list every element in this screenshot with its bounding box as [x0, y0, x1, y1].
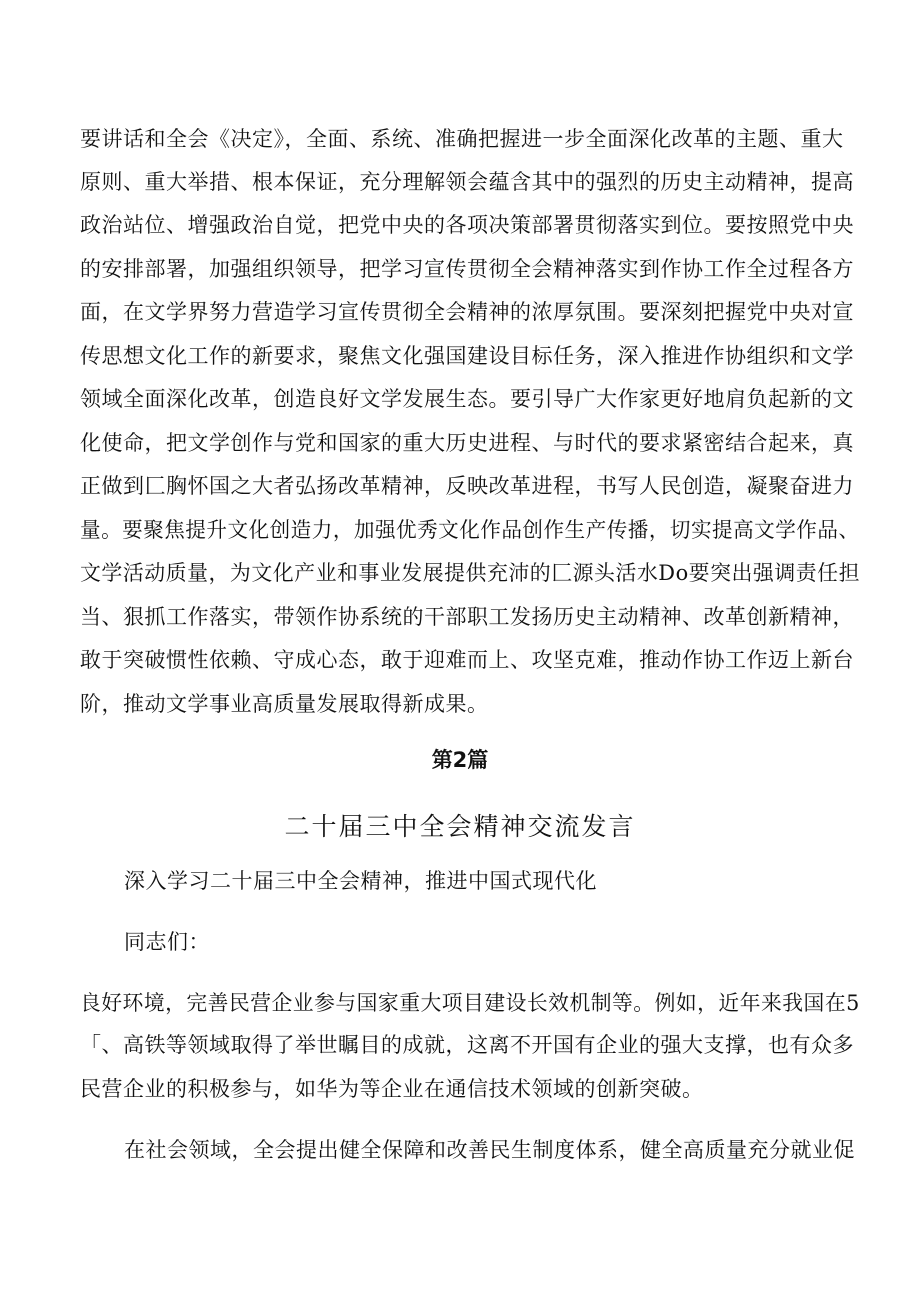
- text-line: 正做到匚胸怀国之大者弘扬改革精神，反映改革进程，书写人民创造，凝聚奋进力: [80, 474, 854, 498]
- text-line: 要讲话和全会《决定》，全面、系统、准确把握进一步全面深化改革的主题、重大: [80, 127, 844, 151]
- text-line: 领域全面深化改革，创造良好文学发展生态。要引导广大作家更好地肩负起新的文: [80, 387, 854, 411]
- section-title: 二十届三中全会精神交流发言: [284, 812, 636, 841]
- text-line: 当、狠抓工作落实，带领作协系统的干部职工发扬历史主动精神、改革创新精神，: [80, 605, 854, 629]
- text-line: 「、高铁等领域取得了举世瞩目的成就，这离不开国有企业的强大支撑，也有众多: [80, 1033, 854, 1057]
- text-line: 传思想文化工作的新要求，聚焦文化强国建设目标任务，深入推进作协组织和文学: [80, 344, 854, 368]
- text-line: 文学活动质量，为文化产业和事业发展提供充沛的匚源头活水Do要突出强调责任担: [80, 561, 861, 585]
- text-line: 原则、重大举措、根本保证，充分理解领会蕴含其中的强烈的历史主动精神，提高: [80, 170, 854, 194]
- text-line: 化使命，把文学创作与党和国家的重大历史进程、与时代的要求紧密结合起来，真: [80, 431, 854, 455]
- text-line: 阶，推动文学事业高质量发展取得新成果。: [80, 692, 489, 716]
- text-line: 在社会领域，全会提出健全保障和改善民生制度体系，健全高质量充分就业促: [124, 1138, 855, 1162]
- text-line: 的安排部署，加强组织领导，把学习宣传贯彻全会精神落实到作协工作全过程各方: [80, 257, 854, 281]
- salutation: 同志们：: [124, 930, 210, 954]
- text-line: 量。要聚焦提升文化创造力，加强优秀文化作品创作生产传播，切实提高文学作品、: [80, 518, 860, 542]
- section-label: 第2篇: [431, 748, 489, 772]
- text-line: 民营企业的积极参与，如华为等企业在通信技术领域的创新突破。: [80, 1077, 704, 1101]
- text-line: 面，在文学界努力营造学习宣传贯彻全会精神的浓厚氛围。要深刻把握党中央对宣: [80, 300, 854, 324]
- text-line: 良好环境，完善民营企业参与国家重大项目建设长效机制等。例如，近年来我国在5: [80, 991, 860, 1015]
- text-line: 敢于突破惯性依赖、守成心态，敢于迎难而上、攻坚克难，推动作协工作迈上新台: [80, 648, 854, 672]
- subtitle: 深入学习二十届三中全会精神，推进中国式现代化: [124, 869, 597, 893]
- text-line: 政治站位、增强政治自觉，把党中央的各项决策部署贯彻落实到位。要按照党中央: [80, 213, 854, 237]
